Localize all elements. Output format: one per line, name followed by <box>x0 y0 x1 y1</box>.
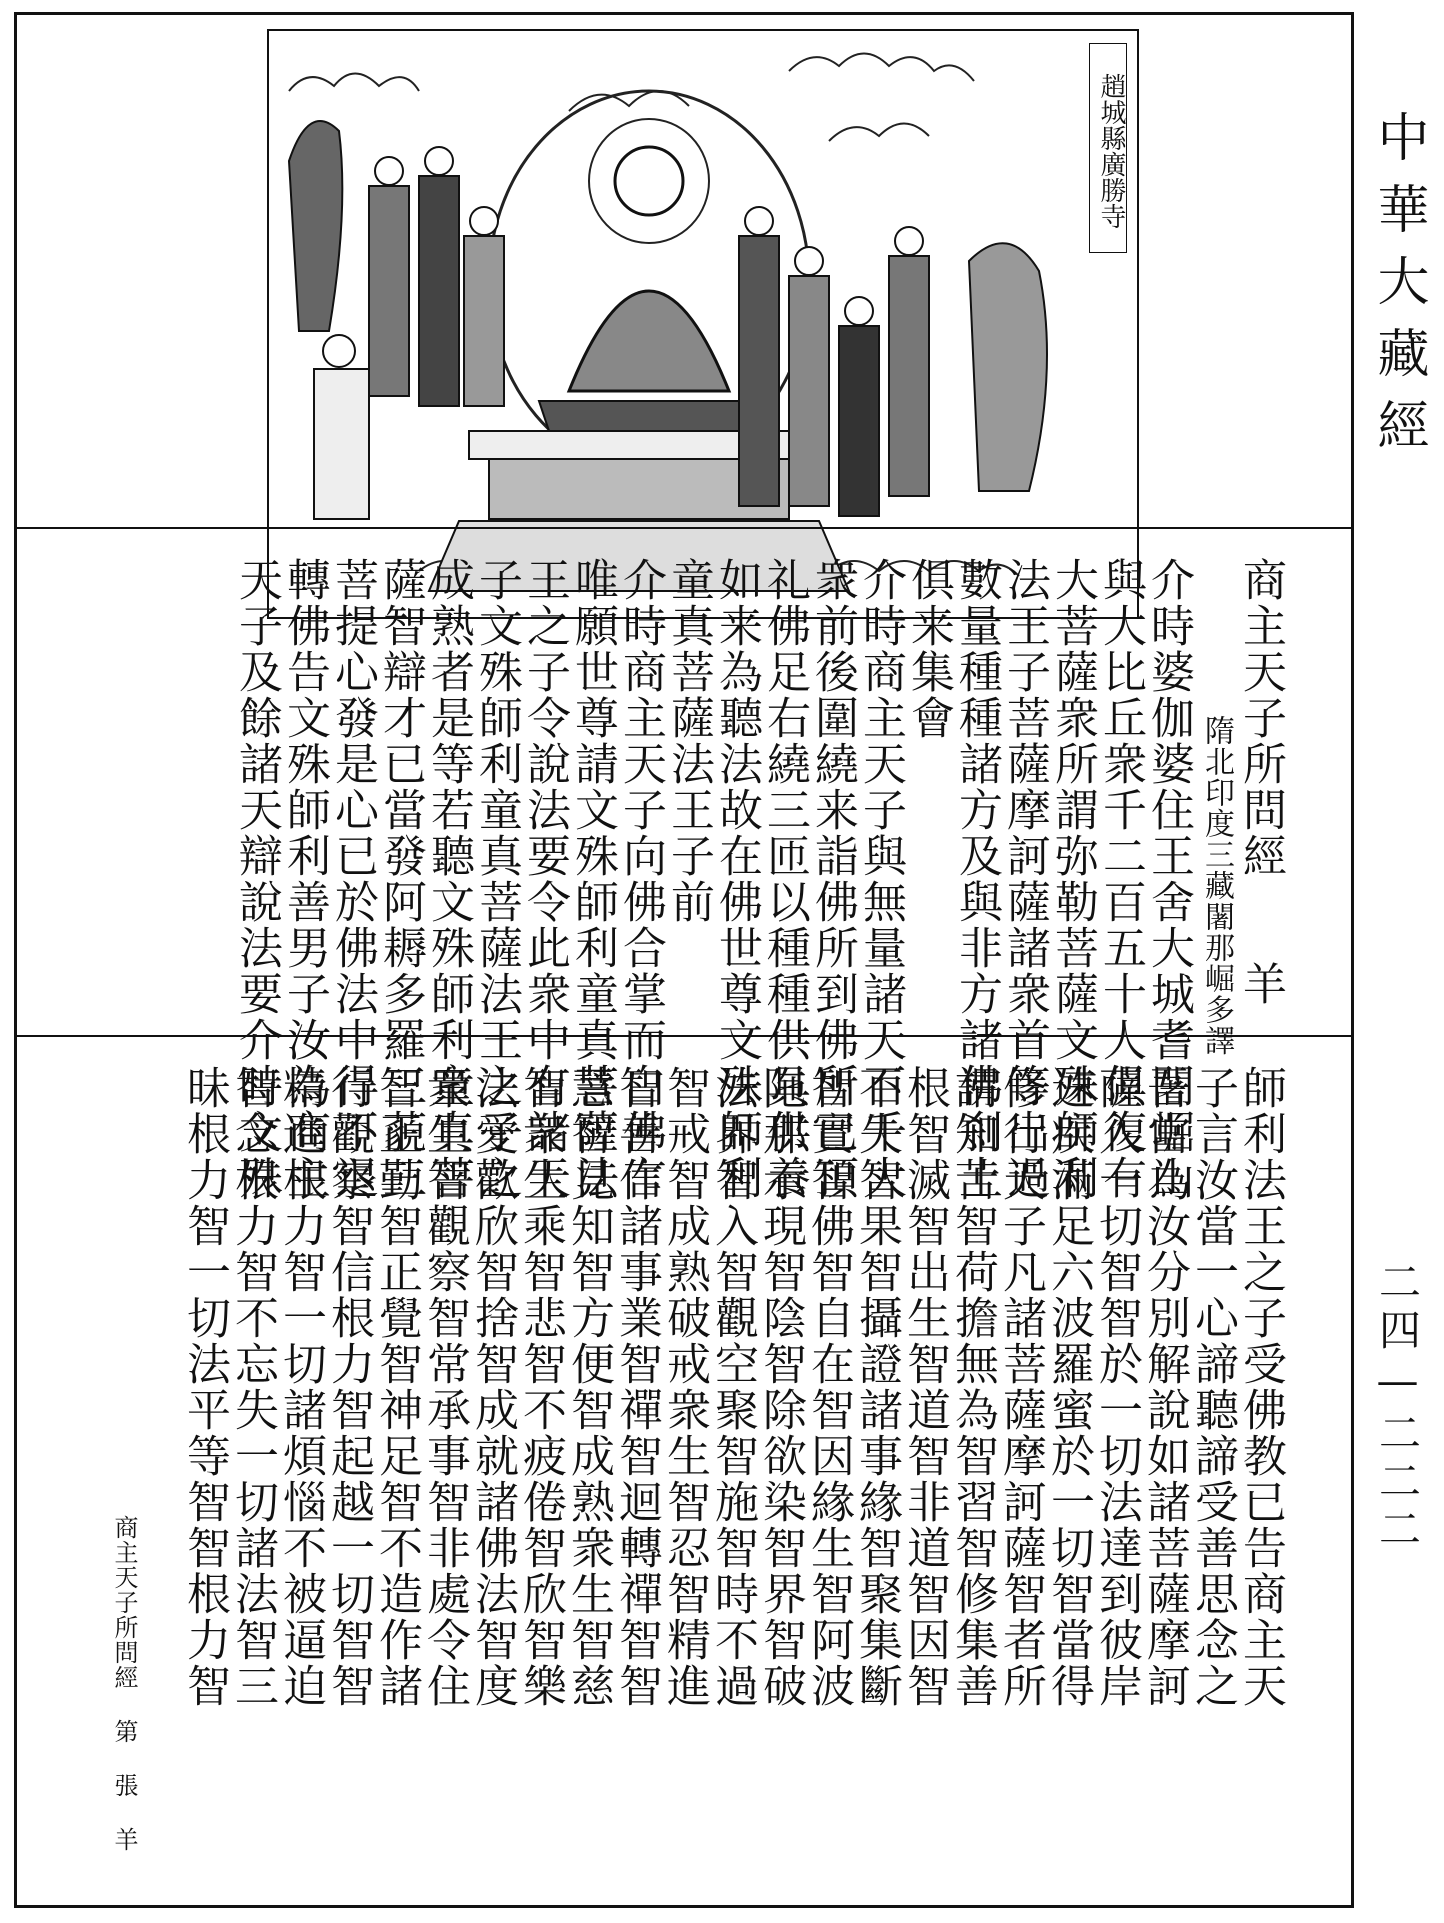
text-column: 介時商主天子向佛合掌而白佛言 <box>615 557 666 1201</box>
text-column: 智衆生乘智悲智不疲倦智欣智樂 <box>515 1065 566 1709</box>
text-column: 謂知苦智荷擔無為智習智修集善 <box>947 1065 998 1709</box>
text-column: 精進根力智一切諸煩惱不被逼迫 <box>275 1065 326 1709</box>
text-column: 與大比丘衆千二百五十人俱復有 <box>1095 557 1146 1201</box>
text-column: 礼佛足右繞三匝以種種供具供養 <box>759 557 810 1201</box>
text-column: 師利法王之子受佛教已告商主天 <box>1235 1065 1286 1709</box>
text-column: 介時婆伽婆住王舍大城耆闍崛山 <box>1143 557 1194 1201</box>
page-number: 二四—二二二 <box>1373 1260 1422 1555</box>
text-column: 智念根力智不忘失一切諸法智三 <box>227 1065 278 1709</box>
text-column: 薩智辯才已當發阿耨多羅三藐三 <box>375 557 426 1201</box>
text-column: 子言汝當一心諦聽諦受善思念之 <box>1187 1065 1238 1709</box>
text-column: 智正勤智正覺智神足智不造作諸 <box>371 1065 422 1709</box>
series-title: 中華大藏經 <box>1368 110 1428 470</box>
text-column: 唯願世尊請文殊師利童真菩薩法 <box>567 557 618 1201</box>
folio-note: 商主天子所問經 第 張 羊 <box>110 1515 138 1852</box>
text-column: 速疾滿足六波羅蜜於一切智當得 <box>1043 1065 1094 1709</box>
text-column: 不失智果智攝證諸事緣智聚集斷 <box>851 1065 902 1709</box>
text-column: 介時商主天子與無量諸天百千大 <box>855 557 906 1201</box>
text-column: 成熟者是等若聽文殊師利童真菩 <box>423 557 474 1201</box>
text-column: 慧智見知智方便智成熟衆生智慈 <box>563 1065 614 1709</box>
text-column: 法愛歡欣智捨智成就諸佛法智度 <box>467 1065 518 1709</box>
woodcut-illustration <box>267 29 1139 619</box>
text-column: 陁那示現智陰智除欲染智界智破 <box>755 1065 806 1709</box>
text-column: 智善作諸事業智禪智迴轉禪智智 <box>611 1065 662 1709</box>
text-column: 昧根力智一切法平等智智根力智 <box>179 1065 230 1709</box>
text-column: 天子及餘諸天辯說法要介時文殊 <box>231 557 282 1201</box>
page-frame <box>14 12 1354 1908</box>
text-column: 行觀察智信根力智起越一切智智 <box>323 1065 374 1709</box>
text-column: 衆前後圍繞来詣佛所到佛所已頂 <box>807 557 858 1201</box>
sutra-title: 商主天子所問經 <box>1235 557 1286 879</box>
text-column: 數量種種諸方及與非方諸佛刹土 <box>951 557 1002 1201</box>
text-column: 修行天子凡諸菩薩摩訶薩智者所 <box>995 1065 1046 1709</box>
text-column: 法王子菩薩摩訶薩諸衆首等出過 <box>999 557 1050 1201</box>
panel-divider-top <box>17 527 1351 529</box>
text-column: 大菩薩衆所謂弥勒菩薩文殊師利 <box>1047 557 1098 1201</box>
text-column: 根智滅智出生智道智非道智因智 <box>899 1065 950 1709</box>
illustration-label: 趙城縣廣勝寺 <box>1089 43 1127 253</box>
text-column: 薩入一切智智於一切法達到彼岸 <box>1091 1065 1142 1709</box>
text-column: 如来為聽法故在佛世尊文殊師利 <box>711 557 762 1201</box>
text-column: 法界智入智觀空聚智施智時不過 <box>707 1065 758 1709</box>
text-column: 智戒智成熟破戒衆生智忍智精進 <box>659 1065 710 1709</box>
text-column: 童真菩薩法王子前 <box>663 557 714 925</box>
buddha-assembly-icon <box>269 31 1137 617</box>
text-column: 菩提心發是心已於佛法中得不退 <box>327 557 378 1201</box>
text-column: 衆生智觀察智常承事智非處令住 <box>419 1065 470 1709</box>
ink-mark: 羊 <box>1235 961 1286 1007</box>
text-column: 子文殊師利童真菩薩法王之子之 <box>471 557 522 1201</box>
translator-line: 隋北印度三藏闍那崛多譯 <box>1199 715 1234 1056</box>
text-column: 王之子令說法要令此衆中有諸天 <box>519 557 570 1201</box>
text-column: 轉佛告文殊師利善男子汝為商主 <box>279 557 330 1201</box>
text-column: 俱来集會 <box>903 557 954 741</box>
text-column: 吾當為汝分別解說如諸菩薩摩訶 <box>1139 1065 1190 1709</box>
text-column: 智實智佛智自在智因緣生智阿波 <box>803 1065 854 1709</box>
